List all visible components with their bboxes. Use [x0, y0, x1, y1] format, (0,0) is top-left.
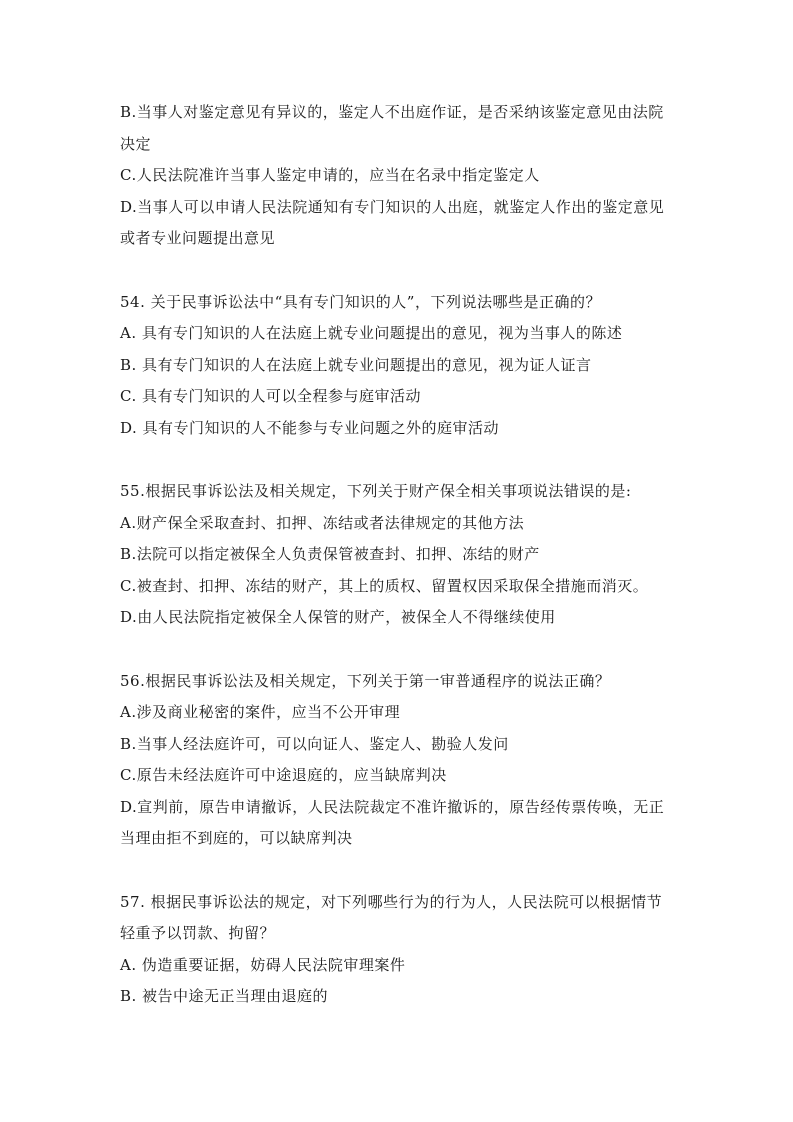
question-56 — [120, 666, 693, 855]
q53-option-b-line2: 决定 — [120, 134, 152, 153]
q57-question-line2: 轻重予以罚款、拘留？ — [120, 924, 276, 942]
question-55 — [120, 476, 693, 634]
question-53-continued — [120, 97, 693, 255]
q54-option-d: D. 具有专门知识的人不能参与专业问题之外的庭审活动 — [120, 418, 500, 437]
q55-option-b: B.法院可以指定被保全人负责保管被查封、扣押、冻结的财产 — [120, 545, 540, 563]
spacer — [120, 255, 693, 287]
q54-option-c: C. 具有专门知识的人可以全程参与庭审活动 — [120, 387, 421, 405]
q55-question: 55.根据民事诉讼法及相关规定，下列关于财产保全相关事项说法错误的是: — [120, 482, 632, 500]
q57-option-a: A. 伪造重要证据，妨碍人民法院审理案件 — [120, 955, 406, 974]
q53-option-b-line1: B.当事人对鉴定意见有异议的，鉴定人不出庭作证，是否采纳该鉴定意见由法院 — [120, 103, 664, 121]
q56-option-b: B.当事人经法庭许可，可以向证人、鉴定人、勘验人发问 — [120, 734, 509, 753]
question-57 — [120, 887, 693, 1013]
q57-question-line1: 57. 根据民事诉讼法的规定，对下列哪些行为的行为人，人民法院可以根据情节 — [120, 892, 663, 911]
spacer — [120, 634, 693, 666]
spacer — [120, 855, 693, 887]
spacer — [120, 444, 693, 476]
q55-option-c: C.被查封、扣押、冻结的财产，其上的质权、留置权因采取保全措施而消灭。 — [120, 576, 649, 595]
q56-option-c: C.原告未经法庭许可中途退庭的，应当缺席判决 — [120, 766, 447, 784]
q56-option-a: A.涉及商业秘密的案件，应当不公开审理 — [120, 703, 401, 721]
q53-option-d-line1: D.当事人可以申请人民法院通知有专门知识的人出庭，就鉴定人作出的鉴定意见 — [120, 197, 665, 216]
q54-question: 54. 关于民事诉讼法中“具有专门知识的人”，下列说法哪些是正确的？ — [120, 292, 601, 311]
q56-option-d-line2: 当理由拒不到庭的，可以缺席判决 — [120, 829, 353, 847]
question-54 — [120, 287, 693, 445]
q55-option-a: A.财产保全采取查封、扣押、冻结或者法律规定的其他方法 — [120, 513, 525, 532]
q54-option-b: B. 具有专门知识的人在法庭上就专业问题提出的意见，视为证人证言 — [120, 355, 592, 374]
q56-question: 56.根据民事诉讼法及相关规定，下列关于第一审普通程序的说法正确？ — [120, 671, 611, 690]
q53-option-c: C.人民法院准许当事人鉴定申请的，应当在名录中指定鉴定人 — [120, 166, 540, 184]
q57-option-b: B. 被告中途无正当理由退庭的 — [120, 987, 329, 1005]
q55-option-d: D.由人民法院指定被保全人保管的财产，被保全人不得继续使用 — [120, 608, 556, 626]
q54-option-a: A. 具有专门知识的人在法庭上就专业问题提出的意见，视为当事人的陈述 — [120, 324, 623, 342]
q53-option-d-line2: 或者专业问题提出意见 — [120, 229, 276, 247]
q56-option-d-line1: D.宣判前，原告申请撤诉，人民法院裁定不准许撤诉的，原告经传票传唤，无正 — [120, 797, 665, 816]
